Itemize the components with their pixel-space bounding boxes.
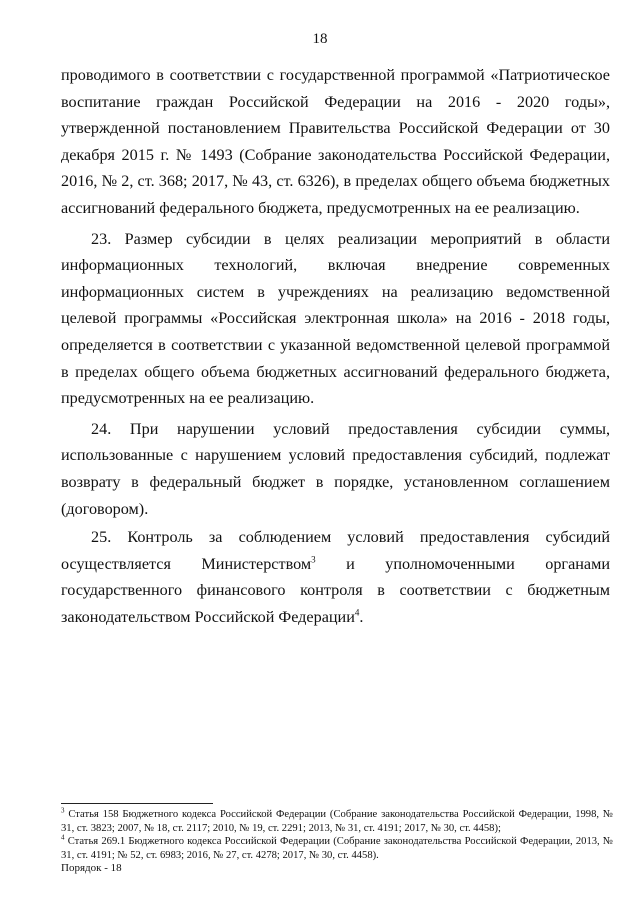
footnote-separator — [61, 803, 213, 804]
paragraph-25-text-1: 25. Контроль за соблюдением условий предоставления субсидий осуществляется Министерством — [61, 528, 610, 573]
paragraph-23: 23. Размер субсидии в целях реализации мероприятий в области информационных технологий, включая внедрение современных информационных систем в учреждениях на реализацию ведомственной целевой программы «Российская электронная школа» на 2016 - 2018 годы, определяется в соответствии с указанной ведомственной целевой программой в пределах общего объема бюджетных ассигнований федерального бюджета, предусмотренных на ее реализацию. — [61, 229, 610, 408]
page-number: 18 — [312, 31, 328, 47]
paragraph-continuation: проводимого в соответствии с государственной программой «Патриотическое воспитание граждан Российской Федерации на 2016 - 2020 годы», утвержденной постановлением Правительства Российской Федерации от 30 декабря 2015 г. № 1493 (Собрание законодательства Российской Федерации, 2016, № 2, ст. 368; 2017, № 43, ст. 6326), в пределах общего объема бюджетных ассигнований федерального бюджета, предусмотренных на ее реализацию. — [61, 66, 610, 217]
document-footer-label: Порядок - 18 — [61, 862, 122, 874]
paragraph-25-text-2: и уполномоченными органами государственного финансового контроля в соответствии с бюджетным законодательством Российской Федерации — [61, 554, 611, 626]
footnote-marker-4: 4 — [61, 833, 65, 842]
paragraph-24: 24. При нарушении условий предоставления субсидии суммы, использованные с нарушением условий предоставления субсидий, подлежат возврату в федеральный бюджет в порядке, установленном соглашением (договором). — [61, 419, 610, 518]
footnote-marker-3: 3 — [61, 806, 65, 815]
footnote-ref-3: 3 — [311, 554, 316, 565]
footnote-ref-4: 4 — [354, 607, 360, 618]
paragraph-25-text-3: . — [359, 607, 364, 626]
footnote-text-3: Статья 158 Бюджетного кодекса Российской Федерации (Собрание законодательства Российской Федерации, 1998, № 31, ст. 3823; 2007, № 18, ст. 2117; 2010, № 19, ст. 2291; 2013, № 31, ст. 4191; 2017, № 30, ст. 4458); — [61, 809, 613, 834]
paragraph-25 — [61, 524, 610, 630]
footnote-4 — [61, 835, 613, 862]
footnotes — [61, 808, 613, 862]
footnote-3 — [61, 808, 613, 835]
document-body — [61, 62, 610, 630]
footnote-text-4: Статья 269.1 Бюджетного кодекса Российской Федерации (Собрание законодательства Российской Федерации, 2013, № 31, ст. 4191; № 52, ст. 6983; 2016, № 27, ст. 4278; 2017, № 30, ст. 4458). — [61, 836, 613, 861]
